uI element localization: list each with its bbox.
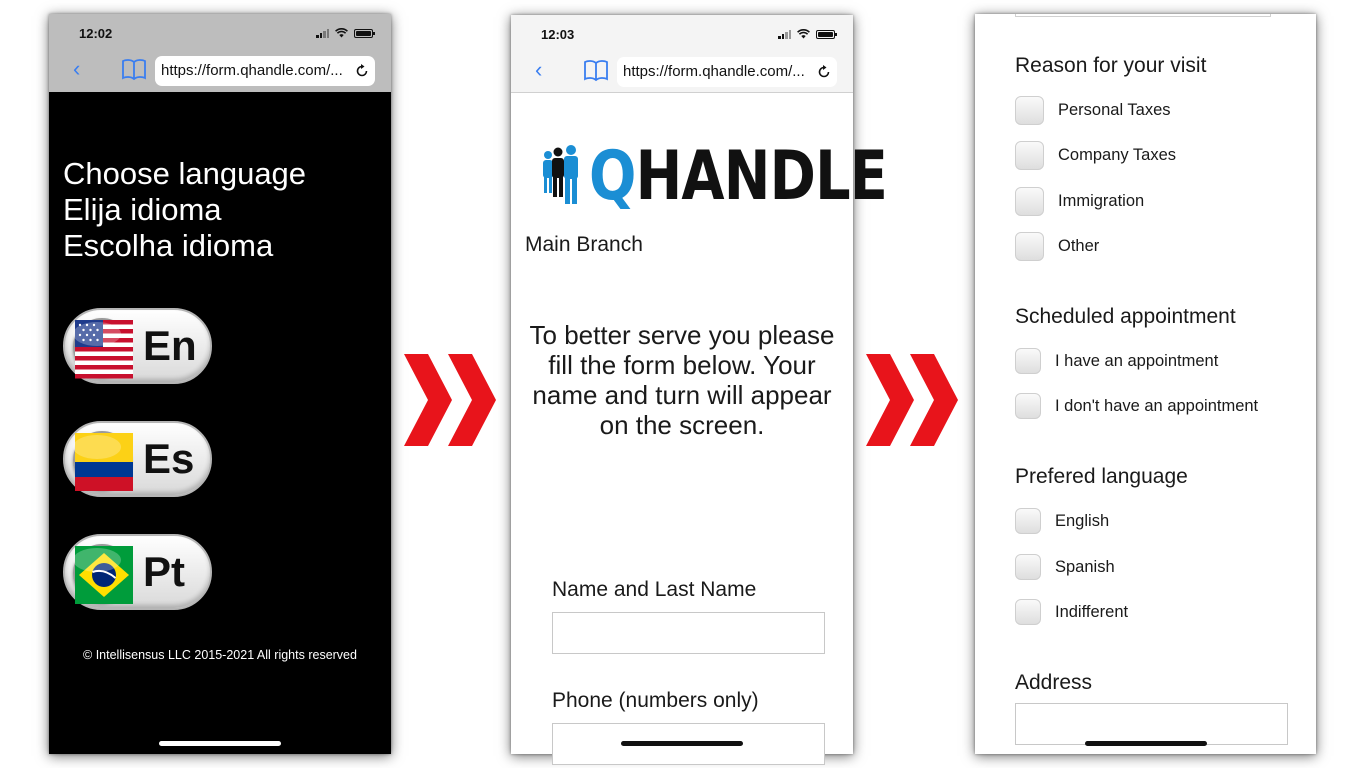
previous-field-bottom-edge bbox=[1015, 14, 1271, 17]
checkbox-no-appointment[interactable] bbox=[1015, 393, 1258, 419]
language-button-pt[interactable] bbox=[63, 534, 212, 610]
bookmarks-icon[interactable] bbox=[121, 58, 147, 80]
checkbox-label: Other bbox=[1058, 237, 1100, 255]
checkbox-label: Company Taxes bbox=[1058, 146, 1177, 164]
status-time: 12:03 bbox=[541, 27, 575, 42]
checkbox-box[interactable] bbox=[1015, 599, 1041, 625]
checkbox-other[interactable] bbox=[1015, 232, 1099, 261]
checkbox-box[interactable] bbox=[1015, 508, 1041, 534]
logo-wordmark: QHANDLE bbox=[589, 137, 888, 216]
registration-screen bbox=[511, 15, 888, 754]
url-text: https://form.qhandle.com/... bbox=[161, 62, 343, 79]
checkbox-company-taxes[interactable] bbox=[1015, 141, 1176, 170]
battery-icon bbox=[354, 29, 373, 38]
title-line-es: Elija idioma bbox=[63, 192, 222, 227]
language-button-en[interactable] bbox=[63, 308, 212, 384]
checkbox-english[interactable] bbox=[1015, 508, 1109, 534]
language-code-es: Es bbox=[143, 435, 195, 482]
qhandle-logo bbox=[539, 137, 953, 216]
home-indicator[interactable] bbox=[621, 741, 743, 746]
back-chevron-icon[interactable]: ‹ bbox=[73, 56, 81, 81]
url-text: https://form.qhandle.com/... bbox=[623, 63, 805, 80]
battery-icon bbox=[816, 30, 835, 39]
name-label: Name and Last Name bbox=[552, 578, 757, 601]
back-chevron-icon[interactable]: ‹ bbox=[535, 57, 543, 82]
address-input[interactable] bbox=[1015, 703, 1288, 745]
language-screen bbox=[49, 14, 391, 754]
checkbox-label: I don't have an appointment bbox=[1055, 396, 1259, 415]
url-bar[interactable] bbox=[155, 56, 375, 86]
address-title: Address bbox=[1015, 671, 1093, 694]
home-indicator[interactable] bbox=[1085, 741, 1207, 746]
reload-icon[interactable] bbox=[817, 65, 831, 79]
colombia-flag-icon bbox=[73, 431, 131, 489]
phone-label: Phone (numbers only) bbox=[552, 689, 759, 712]
reload-icon[interactable] bbox=[355, 64, 369, 78]
name-input[interactable] bbox=[552, 612, 825, 654]
signal-icon bbox=[778, 30, 791, 39]
next-step-arrow-icon bbox=[402, 352, 500, 448]
copyright-text: © Intellisensus LLC 2015-2021 All rights reserved bbox=[83, 648, 357, 662]
checkbox-box[interactable] bbox=[1015, 232, 1044, 261]
language-code-en: En bbox=[143, 322, 197, 369]
choose-language-heading bbox=[63, 156, 306, 264]
browser-chrome bbox=[511, 15, 853, 93]
checkbox-immigration[interactable] bbox=[1015, 187, 1144, 216]
checkbox-label: I have an appointment bbox=[1055, 351, 1219, 370]
next-step-arrow-icon bbox=[864, 352, 962, 448]
checkbox-box[interactable] bbox=[1015, 554, 1041, 580]
checkbox-have-appointment[interactable] bbox=[1015, 348, 1218, 374]
people-queue-icon bbox=[539, 145, 585, 209]
home-indicator[interactable] bbox=[159, 741, 281, 746]
preferred-language-title: Prefered language bbox=[1015, 465, 1188, 488]
checkbox-box[interactable] bbox=[1015, 187, 1044, 216]
checkbox-box[interactable] bbox=[1015, 141, 1044, 170]
checkbox-label: Immigration bbox=[1058, 192, 1145, 210]
checkbox-spanish[interactable] bbox=[1015, 554, 1115, 580]
checkbox-label: English bbox=[1055, 511, 1110, 530]
status-icons bbox=[778, 29, 835, 39]
checkbox-label: Personal Taxes bbox=[1058, 101, 1171, 119]
status-time: 12:02 bbox=[79, 26, 113, 41]
status-icons bbox=[316, 28, 373, 38]
language-button-es[interactable] bbox=[63, 421, 212, 497]
checkbox-box[interactable] bbox=[1015, 393, 1041, 419]
checkbox-label: Indifferent bbox=[1055, 602, 1129, 621]
browser-chrome bbox=[49, 14, 391, 92]
us-flag-icon bbox=[73, 318, 131, 376]
checkbox-personal-taxes[interactable] bbox=[1015, 96, 1171, 125]
appointment-title: Scheduled appointment bbox=[1015, 305, 1236, 328]
signal-icon bbox=[316, 29, 329, 38]
bookmarks-icon[interactable] bbox=[583, 59, 609, 81]
wifi-icon bbox=[797, 29, 810, 39]
checkbox-indifferent[interactable] bbox=[1015, 599, 1128, 625]
wifi-icon bbox=[335, 28, 348, 38]
intro-text: To better serve you please fill the form below. Your name and turn will appear on the screen. bbox=[529, 320, 835, 440]
language-code-pt: Pt bbox=[143, 548, 185, 595]
url-bar[interactable] bbox=[617, 57, 837, 87]
branch-name: Main Branch bbox=[525, 233, 643, 256]
visit-details-screen bbox=[975, 14, 1316, 754]
checkbox-box[interactable] bbox=[1015, 96, 1044, 125]
checkbox-label: Spanish bbox=[1055, 557, 1115, 576]
checkbox-box[interactable] bbox=[1015, 348, 1041, 374]
reason-title: Reason for your visit bbox=[1015, 54, 1207, 77]
title-line-en: Choose language bbox=[63, 156, 307, 191]
brazil-flag-icon bbox=[73, 544, 131, 602]
title-line-pt: Escolha idioma bbox=[63, 228, 274, 263]
